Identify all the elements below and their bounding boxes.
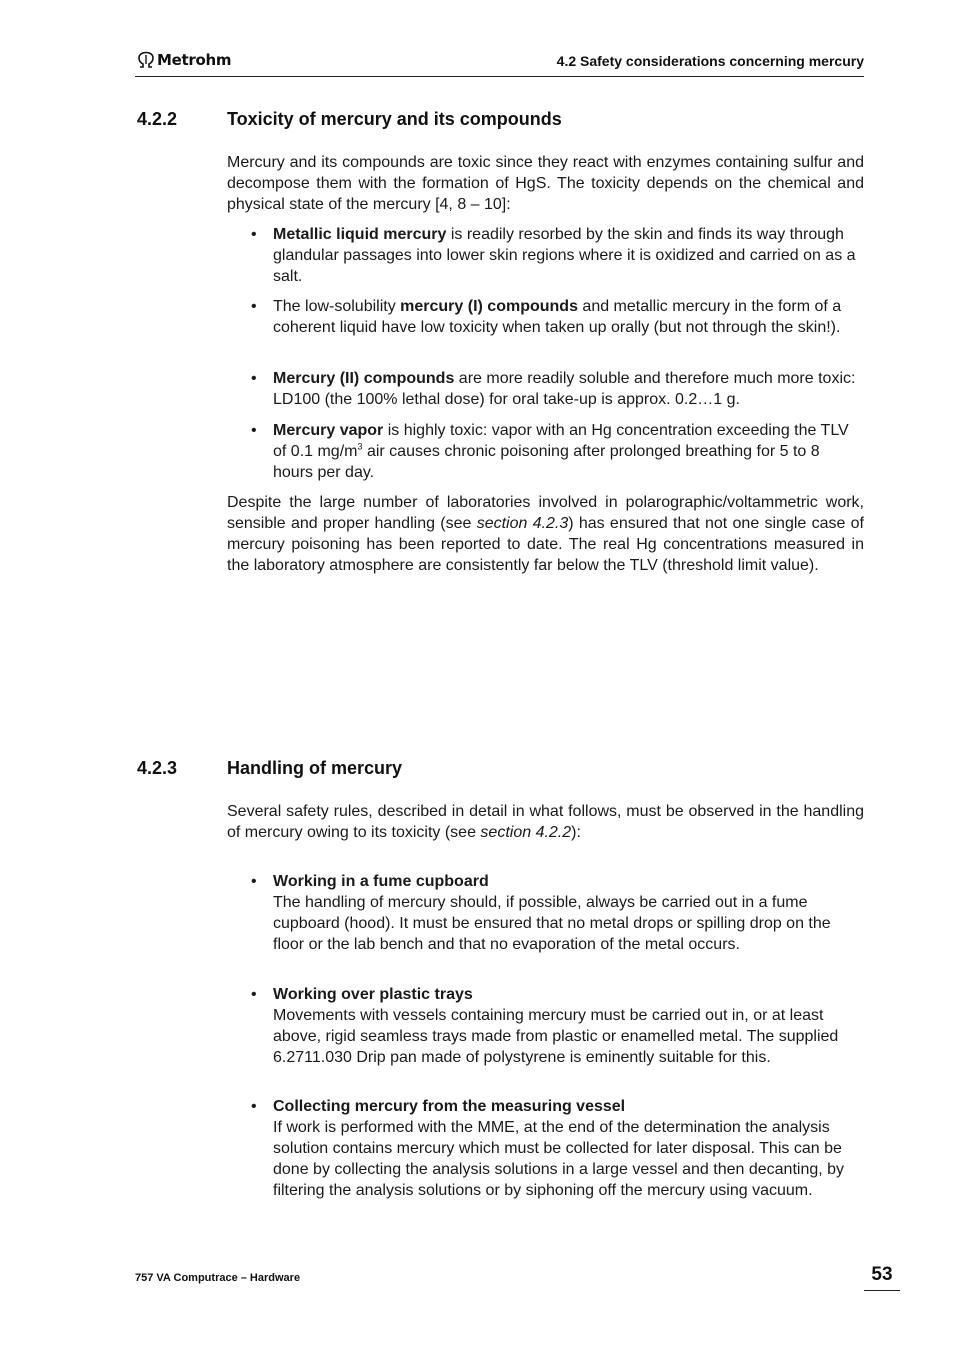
section-title: Handling of mercury [227,758,403,778]
section-intro-paragraph: Several safety rules, described in detail in what follows, must be observed in the handling of mercury owing to its toxicity (see section 4.2.2): [227,803,864,841]
rule-title: Collecting mercury from the measuring vessel [273,1098,626,1115]
bullet-icon: • [251,986,257,1003]
metrohm-logo [137,51,231,69]
bullet-item: • The low-solubility mercury (I) compounds and metallic mercury in the form of a coherent liquid have low toxicity when taken up orally (but not through the skin!). [251,298,842,336]
section-number: 4.2.3 [137,758,178,778]
bullet-icon: • [251,370,257,387]
bullet-item: • Mercury (II) compounds are more readily soluble and therefore much more toxic: LD100 (the 100% lethal dose) for oral take-up is approx. 0.2…1 g. [251,370,856,408]
section-cross-reference: section 4.2.3 [476,515,569,532]
rule-title: Working in a fume cupboard [273,873,489,890]
bullet-icon: • [251,298,257,315]
bullet-icon: • [251,1098,257,1115]
header-section-reference: 4.2 Safety considerations concerning mercury [556,53,864,69]
section-number: 4.2.2 [137,109,178,129]
page-number: 53 [864,1264,900,1291]
omega-logo-icon [137,51,155,69]
rule-body: If work is performed with the MME, at the end of the determination the analysis solution contains mercury which must be collected for later disposal. This can be done by collecting the analysis solutions in a large vessel and then decanting, by filtering the analysis solutions or by siphoning off the mercury using vacuum. [273,1119,845,1199]
header-divider [135,76,864,77]
footer-document-title: 757 VA Computrace – Hardware [135,1272,301,1284]
rule-title: Working over plastic trays [273,986,473,1003]
section-title: Toxicity of mercury and its compounds [227,109,562,129]
logo-text: Metrohm [157,51,232,69]
rule-body: The handling of mercury should, if possible, always be carried out in a fume cupboard (hood). It must be ensured that no metal drops or spilling drop on the floor or the lab bench and that no evaporation of the metal occurs. [273,894,831,953]
bullet-icon: • [251,422,257,439]
bullet-item: • Mercury vapor is highly toxic: vapor with an Hg concentration exceeding the TLV of 0.1 $mg/m^3$ air causes chronic poisoning after prolonged breathing for 5 to 8 hours per day. [251,422,849,481]
section-cross-reference: section 4.2.2 [480,824,572,841]
bullet-icon: • [251,873,257,890]
rule-item [251,871,864,955]
rule-item [251,984,864,1068]
bullet-item: • Metallic liquid mercury is readily resorbed by the skin and finds its way through glandular passages into lower skin regions where it is oxidized and carried on as a salt. [251,226,856,285]
section-intro-paragraph: Mercury and its compounds are toxic since they react with enzymes containing sulfur and decompose them with the formation of HgS. The toxicity depends on the chemical and physical state of the mercury [4, 8 – 10]: [227,154,864,213]
rule-item [251,1096,864,1201]
section-closing-paragraph: Despite the large number of laboratories involved in polarographic/voltammetric work, sensible and proper handling (see section 4.2.3) has ensured that not one single case of mercury poisoning has been reported to date. The real Hg concentrations measured in the laboratory atmosphere are consistently far below the TLV (threshold limit value). [227,494,865,574]
rule-body: Movements with vessels containing mercury must be carried out in, or at least above, rigid seamless trays made from plastic or enamelled metal. The supplied 6.2711.030 Drip pan made of polystyrene is eminently suitable for this. [273,1007,839,1066]
bullet-icon: • [251,226,257,243]
